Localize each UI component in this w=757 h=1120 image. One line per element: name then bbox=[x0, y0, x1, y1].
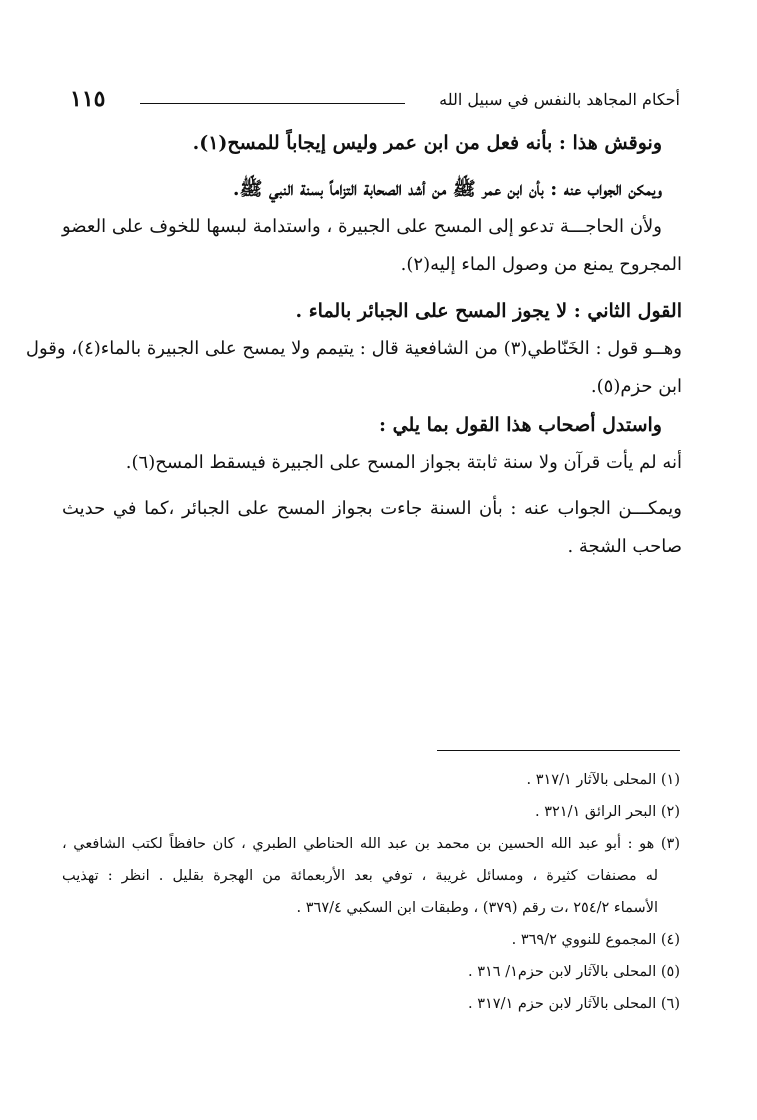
body-line: أنه لم يأت قرآن ولا سنة ثابتة بجواز المسح على الجبيرة فيسقط المسح(٦). bbox=[125, 452, 682, 473]
body-line: ولأن الحاجـــة تدعو إلى المسح على الجبيرة ، واستدامة لبسها للخوف على العضو bbox=[62, 216, 662, 237]
footnote-line: (٣) هو : أبو عبد الله الحسين بن محمد بن عبد الله الحناطي الطبري ، كان حافظاً لكتب الشافعي ، bbox=[62, 836, 680, 852]
body-line: ويمكن الجواب عنه : بأن ابن عمر ﷺ من أشد الصحابة التزاماً بسنة النبي ﷺ. bbox=[232, 178, 662, 200]
body-line: ويمكـــن الجواب عنه : بأن السنة جاءت بجواز المسح على الجبائر ،كما في حديث bbox=[62, 498, 682, 519]
footnote-line: له مصنفات كثيرة ، ومسائل غريبة ، توفي بعد الأربعمائة من الهجرة بقليل . انظر : تهذيب bbox=[62, 868, 658, 884]
header-rule bbox=[140, 103, 405, 104]
body-line: وهــو قول : الخَنّاطي(٣) من الشافعية قال : يتيمم ولا يمسح على الجبيرة بالماء(٤)، وقول bbox=[25, 338, 682, 359]
footnote-rule bbox=[437, 750, 680, 751]
footnote-line: الأسماء ٢٥٤/٢ ،ت رقم (٣٧٩) ، وطبقات ابن السكبي ٣٦٧/٤ . bbox=[296, 900, 658, 916]
paragraph-gap bbox=[62, 482, 682, 490]
paragraph-gap bbox=[62, 284, 682, 292]
page-header bbox=[68, 86, 680, 116]
body-line: صاحب الشجة . bbox=[567, 536, 682, 557]
body-line: القول الثاني : لا يجوز المسح على الجبائر بالماء . bbox=[295, 300, 682, 322]
paragraph-gap bbox=[62, 162, 682, 170]
body-line: ابن حزم(٥). bbox=[590, 376, 682, 397]
footnote-line: (١) المحلى بالآثار ٣١٧/١ . bbox=[526, 772, 680, 788]
footnote-line: (٤) المجموع للنووي ٣٦٩/٢ . bbox=[511, 932, 680, 948]
footnote-line: (٥) المحلى بالآثار لابن حزم١/ ٣١٦ . bbox=[468, 964, 680, 980]
footnote-line: (٦) المحلى بالآثار لابن حزم ٣١٧/١ . bbox=[468, 996, 680, 1012]
body-text bbox=[25, 124, 682, 566]
body-line: واستدل أصحاب هذا القول بما يلي : bbox=[379, 414, 662, 436]
page-number: ١١٥ bbox=[70, 86, 106, 112]
footnote-line: (٢) البحر الرائق ٣٢١/١ . bbox=[534, 804, 680, 820]
footnotes bbox=[62, 764, 680, 1020]
body-line: ونوقش هذا : بأنه فعل من ابن عمر وليس إيجاباً للمسح(١). bbox=[192, 132, 662, 154]
running-title: أحكام المجاهد بالنفس في سبيل الله bbox=[439, 90, 680, 109]
body-line: المجروح يمنع من وصول الماء إليه(٢). bbox=[400, 254, 682, 275]
